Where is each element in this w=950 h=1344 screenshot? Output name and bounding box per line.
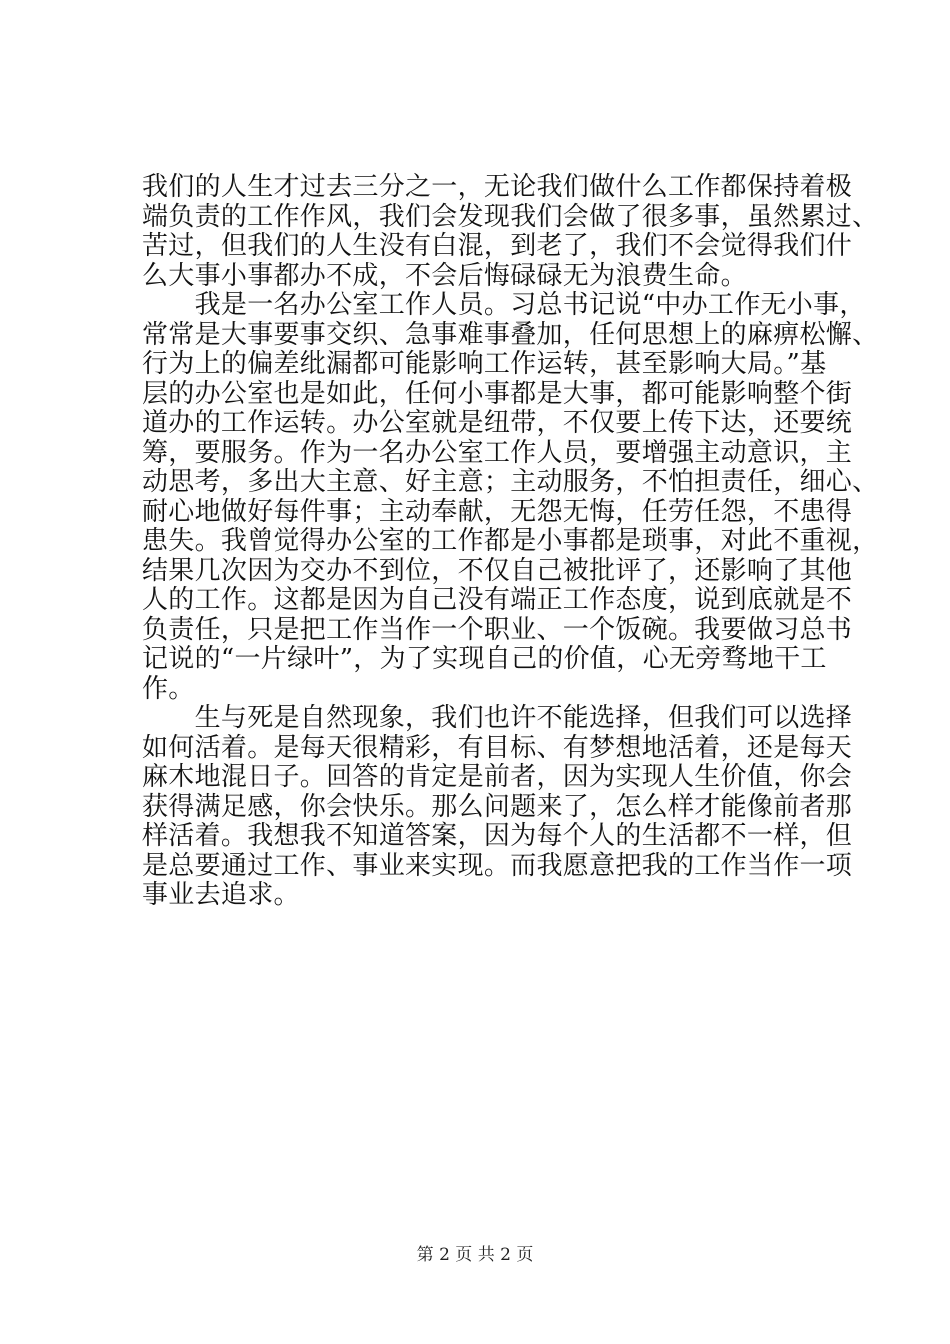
page-number-footer: 第 2 页 共 2 页: [416, 1245, 534, 1265]
text-line: 获得满足感，你会快乐。那么问题来了，怎么样才能像前者那: [142, 791, 853, 822]
text-line: 端负责的工作作风，我们会发现我们会做了很多事，虽然累过、: [142, 201, 879, 232]
text-line: 如何活着。是每天很精彩，有目标、有梦想地活着，还是每天: [142, 732, 853, 763]
text-line: 筹，要服务。作为一名办公室工作人员，要增强主动意识，主: [142, 437, 853, 468]
text-line: 层的办公室也是如此，任何小事都是大事，都可能影响整个街: [142, 378, 853, 409]
text-line: 结果几次因为交办不到位，不仅自己被批评了，还影响了其他: [142, 555, 853, 586]
text-line: 苦过，但我们的人生没有白混，到老了，我们不会觉得我们什: [142, 231, 853, 261]
text-line: 事业去追求。: [142, 880, 300, 910]
text-line: 我是一名办公室工作人员。习总书记说“中办工作无小事，: [142, 290, 866, 320]
text-line: 人的工作。这都是因为自己没有端正工作态度，说到底就是不: [142, 585, 853, 615]
body-text: [142, 172, 879, 911]
text-line: 负责任，只是把工作当作一个职业、一个饭碗。我要做习总书: [142, 614, 853, 645]
text-line: 生与死是自然现象，我们也许不能选择，但我们可以选择: [142, 703, 853, 733]
text-line: 麻木地混日子。回答的肯定是前者，因为实现人生价值，你会: [142, 762, 853, 792]
text-line: 行为上的偏差纰漏都可能影响工作运转，甚至影响大局。”基: [142, 349, 827, 379]
text-line: 作。: [142, 673, 195, 704]
text-line: 样活着。我想我不知道答案，因为每个人的生活都不一样，但: [142, 821, 853, 851]
text-line: 患失。我曾觉得办公室的工作都是小事都是琐事，对此不重视，: [142, 526, 879, 556]
text-line: 记说的“一片绿叶”，为了实现自己的价值，心无旁骛地干工: [142, 644, 827, 674]
text-line: 常常是大事要事交织、急事难事叠加，任何思想上的麻痹松懈、: [142, 319, 879, 350]
text-line: 动思考，多出大主意、好主意；主动服务，不怕担责任，细心、: [142, 467, 879, 497]
text-line: 么大事小事都办不成，不会后悔碌碌无为浪费生命。: [142, 260, 747, 291]
text-line: 道办的工作运转。办公室就是纽带，不仅要上传下达，还要统: [142, 408, 853, 438]
text-line: 我们的人生才过去三分之一，无论我们做什么工作都保持着极: [142, 172, 853, 202]
text-line: 耐心地做好每件事；主动奉献，无怨无悔，任劳任怨，不患得: [142, 496, 853, 527]
text-line: 是总要通过工作、事业来实现。而我愿意把我的工作当作一项: [142, 850, 853, 881]
